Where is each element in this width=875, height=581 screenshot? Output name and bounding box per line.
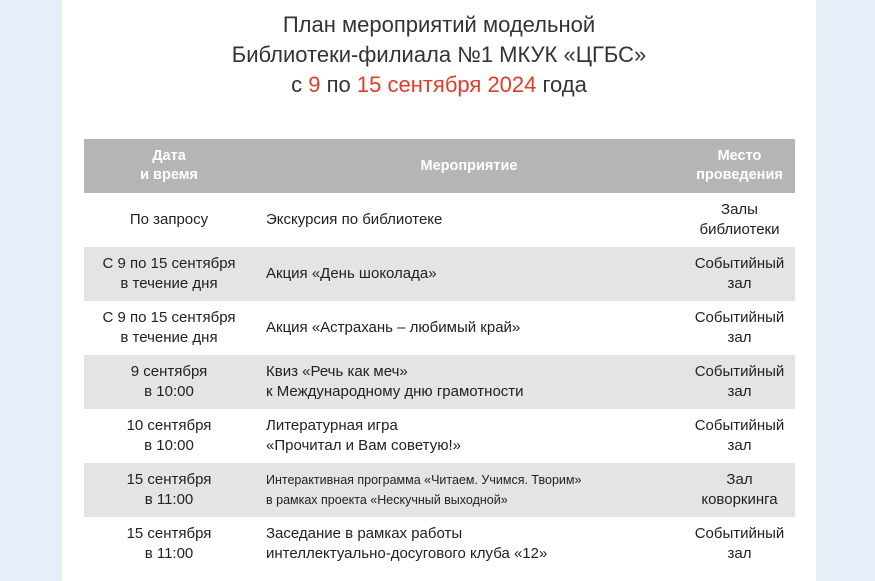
header-place-line-1: Место	[717, 148, 762, 164]
place-line-1: Событийный	[694, 363, 785, 380]
date-line-1: С 9 по 15 сентября	[102, 255, 236, 272]
place-line-1: Событийный	[694, 525, 785, 542]
title-line-2: Библиотеки-филиала №1 МКУК «ЦГБС»	[231, 42, 647, 67]
cell-place	[684, 355, 795, 409]
header-date	[84, 139, 254, 193]
cell-event	[254, 517, 684, 571]
table-row	[84, 517, 795, 571]
cell-place	[684, 463, 795, 517]
event-line-2: в рамках проекта «Нескучный выходной»	[266, 493, 508, 507]
cell-event	[254, 301, 684, 355]
date-line-1: 15 сентября	[126, 471, 212, 488]
cell-date	[84, 463, 254, 517]
cell-date	[84, 193, 254, 247]
table-row	[84, 463, 795, 517]
cell-event	[254, 247, 684, 301]
title-mid: по	[320, 72, 357, 97]
title-line-1: План мероприятий модельной	[282, 12, 596, 37]
event-line-1: Экскурсия по библиотеке	[266, 211, 443, 228]
page-title	[62, 10, 816, 100]
cell-event	[254, 193, 684, 247]
header-date-line-1: Дата	[152, 148, 186, 164]
title-date-from: 9	[308, 72, 321, 97]
event-line-1: Литературная игра	[266, 417, 398, 434]
event-line-2: интеллектуально-досугового клуба «12»	[266, 545, 548, 562]
date-line-1: По запросу	[129, 211, 209, 228]
cell-date	[84, 301, 254, 355]
title-line-3	[62, 70, 816, 100]
header-date-line-2: и время	[140, 167, 198, 183]
event-line-1: Акция «День шоколада»	[266, 265, 437, 282]
place-line-2: зал	[727, 275, 752, 292]
cell-place	[684, 517, 795, 571]
place-line-1: Событийный	[694, 309, 785, 326]
event-line-2: «Прочитал и Вам советую!»	[266, 437, 461, 454]
place-line-1: Событийный	[694, 417, 785, 434]
cell-event	[254, 409, 684, 463]
cell-place	[684, 247, 795, 301]
date-line-2: в 10:00	[144, 383, 194, 400]
cell-date	[84, 247, 254, 301]
date-line-2: в 11:00	[144, 545, 194, 562]
document-page	[62, 0, 816, 581]
event-line-1: Интерактивная программа «Читаем. Учимся. Творим»	[266, 473, 582, 487]
header-place	[684, 139, 795, 193]
event-line-1: Заседание в рамках работы	[266, 525, 463, 542]
place-line-1: Событийный	[694, 255, 785, 272]
date-line-1: 15 сентября	[126, 525, 212, 542]
place-line-1: Залы	[721, 201, 758, 218]
title-prefix: с	[291, 72, 309, 97]
place-line-2: зал	[727, 545, 752, 562]
date-line-2: в течение дня	[120, 329, 218, 346]
date-line-2: в течение дня	[120, 275, 218, 292]
event-line-2: к Международному дню грамотности	[266, 383, 524, 400]
table-row	[84, 301, 795, 355]
cell-date	[84, 409, 254, 463]
cell-event	[254, 463, 684, 517]
title-suffix: года	[536, 72, 587, 97]
cell-date	[84, 517, 254, 571]
date-line-1: 10 сентября	[126, 417, 212, 434]
table-row	[84, 193, 795, 247]
date-line-1: С 9 по 15 сентября	[102, 309, 236, 326]
events-table	[84, 139, 795, 571]
place-line-2: зал	[727, 437, 752, 454]
place-line-2: коворкинга	[701, 491, 778, 508]
event-line-1: Квиз «Речь как меч»	[266, 363, 408, 380]
cell-place	[684, 409, 795, 463]
table-header-row	[84, 139, 795, 193]
place-line-1: Зал	[726, 471, 753, 488]
cell-date	[84, 355, 254, 409]
title-date-to: 15 сентября 2024	[356, 72, 537, 97]
table-row	[84, 409, 795, 463]
cell-place	[684, 193, 795, 247]
header-place-line-2: проведения	[696, 167, 783, 183]
date-line-2: в 10:00	[144, 437, 194, 454]
place-line-2: зал	[727, 383, 752, 400]
cell-place	[684, 301, 795, 355]
place-line-2: зал	[727, 329, 752, 346]
table-row	[84, 247, 795, 301]
table-row	[84, 355, 795, 409]
place-line-2: библиотеки	[699, 221, 780, 238]
header-event: Мероприятие	[254, 139, 684, 193]
cell-event	[254, 355, 684, 409]
date-line-2: в 11:00	[144, 491, 194, 508]
event-line-1: Акция «Астрахань – любимый край»	[266, 319, 521, 336]
date-line-1: 9 сентября	[130, 363, 208, 380]
